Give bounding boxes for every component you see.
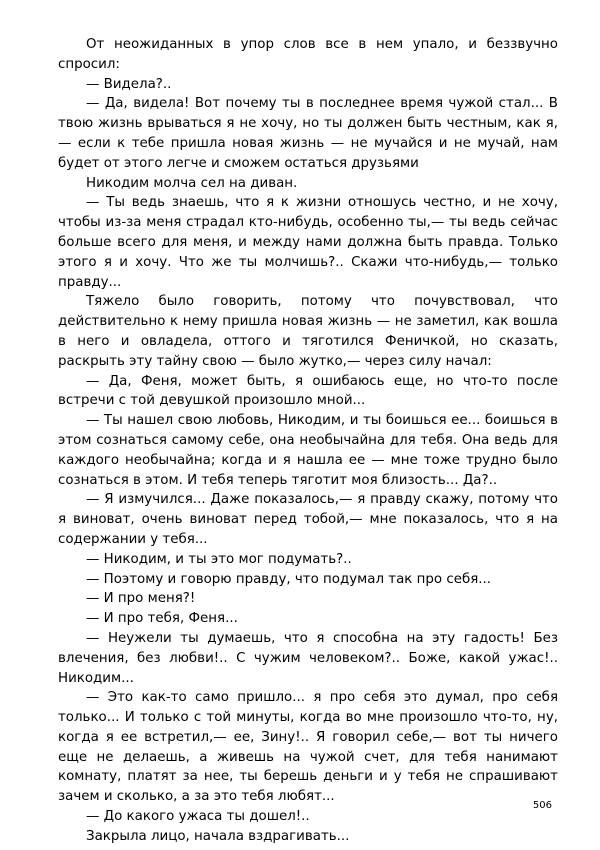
paragraph: — Ты ведь знаешь, что я к жизни отношусь честно, и не хочу, чтобы из-за меня страдал кто-нибудь, особенно ты,— ты ведь сейчас больше всего для меня, и между нами должна быть правда. Только этого я и хочу. Что же ты молчишь?.. Скажи что-нибудь,— только правду...	[58, 195, 558, 290]
paragraph: — Ты нашел свою любовь, Никодим, и ты боишься ее... боишься в этом сознаться самому себе, она необычайна для тебя. Она ведь для каждого необычайна; когда и я нашла ее — мне тоже трудно было сознаться в этом. И тебя теперь тяготит моя близость... Да?..	[58, 413, 558, 488]
paragraph: — Да, Феня, может быть, я ошибаюсь еще, но что-то после встречи с той девушкой произошло мной...	[58, 373, 558, 409]
paragraph: Закрыла лицо, начала вздрагивать...	[86, 828, 350, 844]
page-text	[58, 35, 558, 847]
paragraph: Никодим молча сел на диван.	[86, 175, 298, 191]
page-number: 506	[532, 800, 552, 811]
paragraph: — И про меня?!	[86, 591, 196, 607]
paragraph: От неожиданных в упор слов все в нем упало, и беззвучно спросил:	[58, 37, 558, 72]
paragraph: — Неужели ты думаешь, что я способна на эту гадость! Без влечения, без любви!.. С чужим человеком?.. Боже, какой ужас!.. Никодим...	[58, 630, 558, 686]
paragraph: — До какого ужаса ты дошел!..	[86, 809, 310, 825]
paragraph: — Я измучился... Даже показалось,— я правду скажу, потому что я виноват, очень виноват перед тобой,— мне показалось, что я на содержании у тебя...	[58, 492, 558, 547]
paragraph: — Поэтому и говорю правду, что подумал так про себя...	[86, 571, 492, 587]
paragraph: — И про тебя, Феня...	[86, 611, 238, 627]
paragraph: — Это как-то само пришло... я про себя это думал, про себя только... И только с той минуты, когда во мне произошло что-то, ну, когда я ее встретил,— ее, Зину!.. Я говорил себе,— вот ты ничего еще не делаешь, а живешь на чужой счет, для тебя нанимают комнату, платят за нее, ты берешь деньги и у тебя не спрашивают зачем и сколько, а за это тебя любят...	[58, 690, 558, 805]
paragraph: Тяжело было говорить, потому что почувствовал, что действительно к нему пришла новая жизнь — не заметил, как вошла в него и овладела, оттого и тяготился Феничкой, но сказать, раскрыть эту тайну свою — было жутко,— через силу начал:	[58, 294, 558, 369]
paragraph: — Да, видела! Вот почему ты в последнее время чужой стал... В твою жизнь врываться я не хочу, но ты должен быть честным, как я,— если к тебе пришла новая жизнь — не мучайся и не мучай, нам будет от этого легче и сможем остаться друзьями	[58, 96, 558, 171]
paragraph: — Видела?..	[86, 76, 172, 92]
paragraph: — Никодим, и ты это мог подумать?..	[86, 551, 352, 567]
